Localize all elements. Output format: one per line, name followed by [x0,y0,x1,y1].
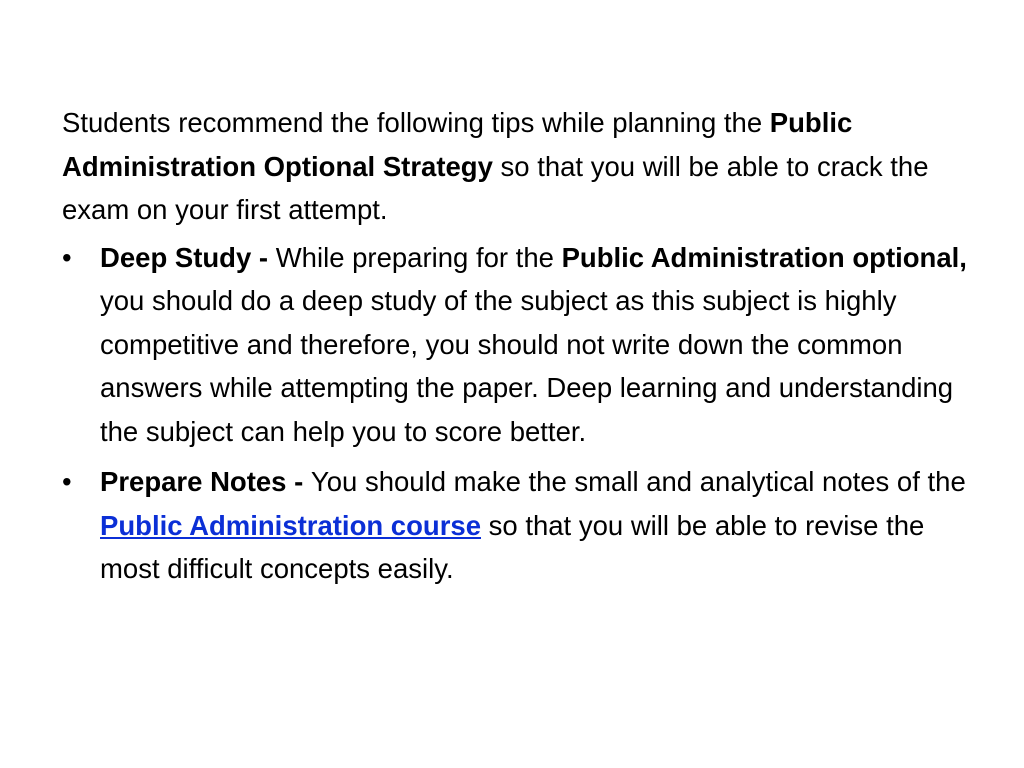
slide-content [62,101,972,598]
tip-text-end: so that you will be able to revise the most difficult concepts easily. [100,509,925,584]
bullet-icon: • [62,241,72,273]
tip-text: You should make the small and analytical notes of the [310,466,966,497]
intro-text-end: so that you will be able to crack the exam on your first attempt. [62,150,929,225]
tip-heading: Prepare Notes - [100,466,311,497]
tips-list [62,236,972,591]
tip-text-end: you should do a deep study of the subject as this subject is highly competitive and therefore, you should not write down the common answers while attempting the paper. Deep learning and understanding the subject can help you to score better. [100,285,954,447]
intro-paragraph [62,101,972,232]
tip-deep-study [62,236,972,454]
tip-bold-phrase: Public Administration optional, [561,241,967,273]
intro-text: Students recommend the following tips while planning the [62,107,770,138]
tip-text: While preparing for the [275,241,562,273]
intro-strategy-bold: Public Administration Optional Strategy [62,107,853,182]
tip-heading: Deep Study - [100,241,276,273]
bullet-icon: • [62,466,72,497]
course-link[interactable]: Public Administration course [100,509,481,541]
tip-prepare-notes [62,460,972,591]
